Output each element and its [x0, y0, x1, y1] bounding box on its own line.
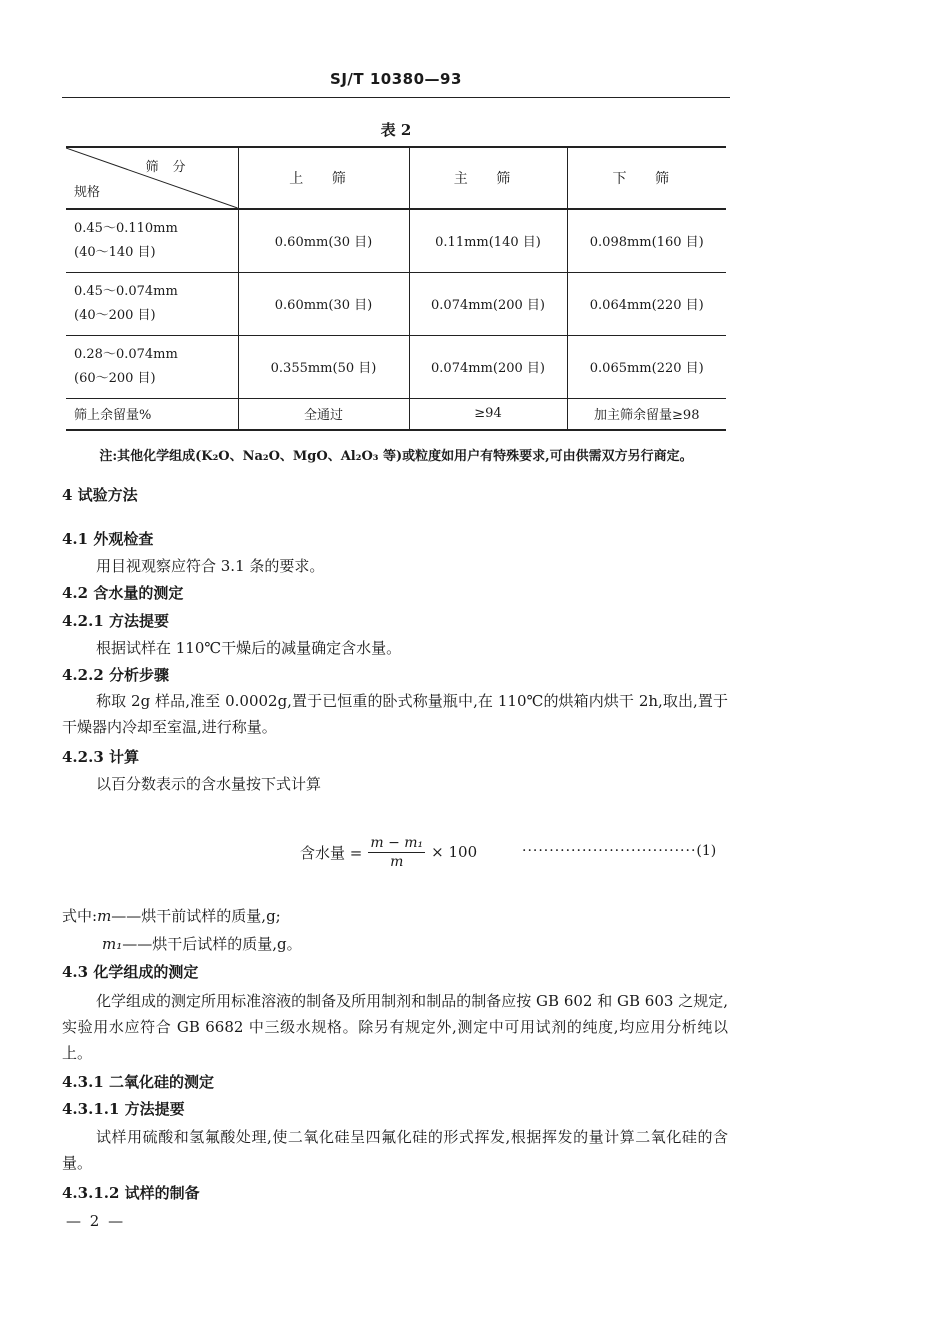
section-4-2-2-heading: 4.2.2 分析步骤	[62, 666, 169, 684]
table-summary-row	[66, 398, 726, 430]
spec-range: 0.45～0.110mm	[74, 220, 178, 236]
spec-range: 0.45～0.074mm	[74, 283, 178, 299]
table-caption: 表 2	[380, 121, 412, 139]
summary-main: ≥94	[409, 398, 567, 430]
table-header-row	[66, 147, 726, 209]
formula-fraction	[368, 835, 425, 870]
table-row	[66, 335, 726, 398]
symbol-m-desc: ——烘干前试样的质量,g;	[111, 907, 281, 925]
corner-bottom-label: 规格	[74, 185, 101, 200]
symbol-m1: m₁	[102, 935, 123, 953]
section-4-2-3-text: 以百分数表示的含水量按下式计算	[96, 775, 322, 793]
section-4-3-text: 化学组成的测定所用标准溶液的制备及所用制剂和制品的制备应按 GB 602 和 GB 603 之规定,实验用水应符合 GB 6682 中三级水规格。除另有规定外,测定中可用试剂的纯度,均应用分析纯以上。	[62, 992, 728, 1062]
symbol-m1-desc: ——烘干后试样的质量,g。	[122, 935, 302, 953]
section-4-2-3-heading: 4.2.3 计算	[62, 748, 139, 766]
leader-dots: ································	[522, 843, 697, 859]
section-4-3-1-1-heading: 4.3.1.1 方法提要	[62, 1100, 185, 1118]
spec-mesh: (60～200 目)	[74, 370, 156, 386]
header-rule	[62, 97, 730, 98]
page-header: SJ/T 10380—93	[330, 70, 462, 88]
section-4-3-1-heading: 4.3.1 二氧化硅的测定	[62, 1073, 214, 1091]
section-4-2-1-heading: 4.2.1 方法提要	[62, 612, 169, 630]
spec-cell	[66, 272, 238, 335]
formula-lhs: 含水量 =	[300, 843, 363, 862]
spec-cell	[66, 209, 238, 272]
table-row	[66, 272, 726, 335]
spec-mesh: (40～200 目)	[74, 307, 156, 323]
formula-denominator: m	[390, 853, 404, 870]
formula-numerator: m − m₁	[370, 834, 424, 851]
spec-range: 0.28～0.074mm	[74, 346, 178, 362]
where-m1-line	[102, 933, 302, 954]
equation-number: (1)	[696, 843, 717, 859]
column-header-upper: 上 筛	[238, 147, 409, 209]
upper-sieve-cell: 0.60mm(30 目)	[238, 209, 409, 272]
column-header-lower: 下 筛	[567, 147, 726, 209]
section-4-heading: 4 试验方法	[62, 486, 138, 504]
page-number: — 2 —	[66, 1212, 126, 1230]
summary-label: 筛上余留量%	[66, 398, 238, 430]
lower-sieve-cell: 0.064mm(220 目)	[567, 272, 726, 335]
column-header-main: 主 筛	[409, 147, 567, 209]
where-prefix: 式中:	[62, 907, 98, 925]
moisture-formula	[300, 832, 477, 872]
equation-number-line	[522, 843, 716, 859]
section-4-1-heading: 4.1 外观检查	[62, 530, 154, 548]
main-sieve-cell: 0.11mm(140 目)	[409, 209, 567, 272]
upper-sieve-cell: 0.355mm(50 目)	[238, 335, 409, 398]
summary-lower: 加主筛余留量≥98	[567, 398, 726, 430]
section-4-1-text: 用目视观察应符合 3.1 条的要求。	[96, 557, 325, 575]
lower-sieve-cell: 0.065mm(220 目)	[567, 335, 726, 398]
upper-sieve-cell: 0.60mm(30 目)	[238, 272, 409, 335]
section-4-2-heading: 4.2 含水量的测定	[62, 584, 184, 602]
section-4-3-1-2-heading: 4.3.1.2 试样的制备	[62, 1184, 200, 1202]
main-sieve-cell: 0.074mm(200 目)	[409, 272, 567, 335]
section-4-2-2-text: 称取 2g 样品,准至 0.0002g,置于已恒重的卧式称量瓶中,在 110℃的烘箱内烘干 2h,取出,置于干燥器内冷却至室温,进行称量。	[62, 692, 728, 736]
where-m-line	[62, 905, 281, 926]
summary-upper: 全通过	[238, 398, 409, 430]
spec-cell	[66, 335, 238, 398]
section-4-3-1-1-text: 试样用硫酸和氢氟酸处理,使二氧化硅呈四氟化硅的形式挥发,根据挥发的量计算二氧化硅的含量。	[62, 1128, 728, 1172]
table-note: 注:其他化学组成(K₂O、Na₂O、MgO、Al₂O₃ 等)或粒度如用户有特殊要求,可由供需双方另行商定。	[99, 449, 693, 464]
diagonal-header-cell	[66, 147, 238, 209]
corner-top-label: 筛分	[145, 160, 200, 175]
lower-sieve-cell: 0.098mm(160 目)	[567, 209, 726, 272]
main-sieve-cell: 0.074mm(200 目)	[409, 335, 567, 398]
section-4-2-1-text: 根据试样在 110℃干燥后的减量确定含水量。	[96, 639, 402, 657]
symbol-m: m	[97, 907, 112, 925]
sieve-table	[66, 146, 726, 431]
section-4-3-heading: 4.3 化学组成的测定	[62, 963, 199, 981]
spec-mesh: (40～140 目)	[74, 244, 156, 260]
table-row	[66, 209, 726, 272]
formula-times: × 100	[431, 843, 478, 861]
